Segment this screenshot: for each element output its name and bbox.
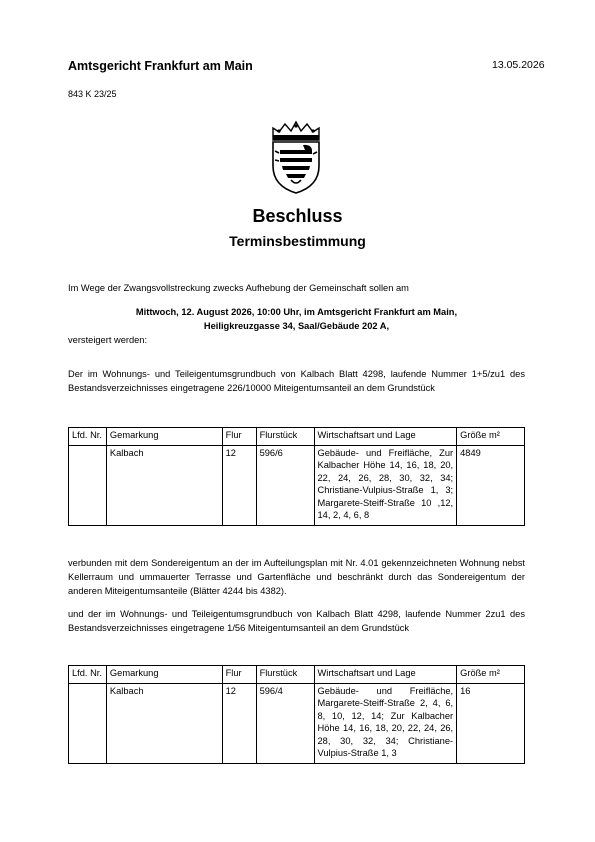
- document-title: Beschluss: [252, 206, 343, 226]
- cell-groesse: 16: [457, 683, 525, 763]
- header-lage: Wirtschaftsart und Lage: [314, 666, 457, 684]
- cell-lfd-nr: [69, 683, 107, 763]
- header-lage: Wirtschaftsart und Lage: [314, 428, 457, 446]
- appointment-line-2: Heiligkreuzgasse 34, Saal/Gebäude 202 A,: [203, 321, 390, 331]
- cell-flurstueck: 596/6: [256, 445, 314, 525]
- table-header-row: [69, 428, 525, 446]
- cell-flur: 12: [222, 683, 256, 763]
- header-flurstueck: Flurstück: [256, 428, 314, 446]
- parcel-table-1: [68, 427, 525, 526]
- cell-flur: 12: [222, 445, 256, 525]
- table-header-row: [69, 666, 525, 684]
- document-subtitle: Terminsbestimmung: [229, 233, 366, 249]
- parcel-table-2: [68, 665, 525, 764]
- header-lfd-nr: Lfd. Nr.: [69, 428, 107, 446]
- cell-gemarkung: Kalbach: [106, 445, 222, 525]
- appointment-line-1: Mittwoch, 12. August 2026, 10:00 Uhr, im Amtsgericht Frankfurt am Main,: [135, 307, 458, 317]
- auction-text: versteigert werden:: [68, 335, 148, 345]
- cell-groesse: 4849: [457, 445, 525, 525]
- intro-text: Im Wege der Zwangsvollstreckung zwecks Aufhebung der Gemeinschaft sollen am: [68, 283, 409, 293]
- table-row: [69, 445, 525, 525]
- cell-flurstueck: 596/4: [256, 683, 314, 763]
- property-2-description: und der im Wohnungs- und Teileigentumsgrundbuch von Kalbach Blatt 4298, laufende Nummer 2zu1 des Bestandsverzeichnisses eingetragene 1/56 Miteigentumsanteil an dem Grundstück: [68, 609, 525, 633]
- cell-gemarkung: Kalbach: [106, 683, 222, 763]
- header-lfd-nr: Lfd. Nr.: [69, 666, 107, 684]
- header-flur: Flur: [222, 666, 256, 684]
- cell-lage: Gebäude- und Freifläche, Zur Kalbacher Höhe 14, 16, 18, 20, 22, 24, 26, 28, 30, 32, 34; Christiane-Vulpius-Straße 1, 3; Margarete-Steiff-Straße 10 ,12, 14, 2, 4, 6, 8: [314, 445, 457, 525]
- header-flur: Flur: [222, 428, 256, 446]
- court-name: Amtsgericht Frankfurt am Main: [68, 59, 253, 73]
- hesse-coat-of-arms-icon: [267, 120, 325, 194]
- property-1-description: Der im Wohnungs- und Teileigentumsgrundbuch von Kalbach Blatt 4298, laufende Nummer 1+5/zu1 des Bestandsverzeichnisses eingetragene 226/10000 Miteigentumsanteil an dem Grundstück: [68, 369, 525, 393]
- table-row: [69, 683, 525, 763]
- header-flurstueck: Flurstück: [256, 666, 314, 684]
- header-groesse: Größe m²: [457, 666, 525, 684]
- property-1-linkage: verbunden mit dem Sondereigentum an der im Aufteilungsplan mit Nr. 4.01 gekennzeichneten Wohnung nebst Kellerraum und ummauerter Terrasse und Gartenfläche und beschränkt durch das Sondereigentum der anderen Miteigentumsanteile (Blätter 4244 bis 4382).: [68, 558, 525, 596]
- document-date: 13.05.2026: [492, 59, 545, 71]
- file-number: 843 K 23/25: [68, 89, 117, 99]
- header-groesse: Größe m²: [457, 428, 525, 446]
- header-gemarkung: Gemarkung: [106, 666, 222, 684]
- cell-lfd-nr: [69, 445, 107, 525]
- cell-lage: Gebäude- und Freifläche, Margarete-Steiff-Straße 2, 4, 6, 8, 10, 12, 14; Zur Kalbacher Höhe 14, 16, 18, 20, 22, 24, 26, 28, 30, 32, 34; Christiane-Vulpius-Straße 1, 3: [314, 683, 457, 763]
- header-gemarkung: Gemarkung: [106, 428, 222, 446]
